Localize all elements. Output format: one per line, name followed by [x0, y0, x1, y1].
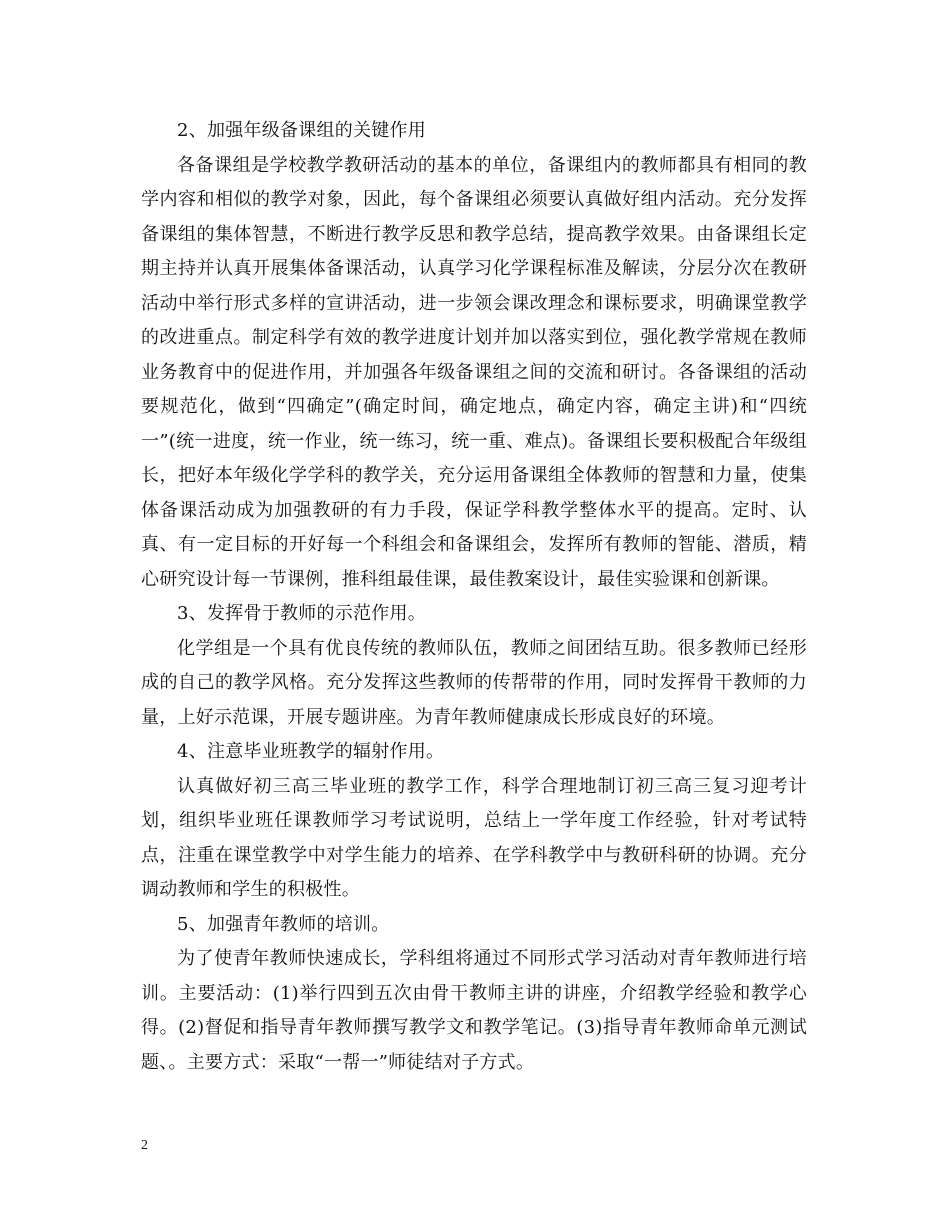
section-paragraph-3: 化学组是一个具有优良传统的教师队伍，教师之间团结互助。很多教师已经形成的自己的教学风格。充分发挥这些教师的传帮带的作用，同时发挥骨干教师的力量，上好示范课，开展专题讲座。为青年教师健康成长形成良好的环境。 — [141, 637, 807, 728]
section-paragraph-2: 各备课组是学校教学教研活动的基本的单位，备课组内的教师都具有相同的教学内容和相似的教学对象，因此，每个备课组必须要认真做好组内活动。充分发挥备课组的集体智慧，不断进行教学反思和教学总结，提高教学效果。由备课组长定期主持并认真开展集体备课活动，认真学习化学课程标准及解读，分层分次在教研活动中举行形式多样的宣讲活动，进一步领会课改理念和课标要求，明确课堂教学的改进重点。制定科学有效的教学进度计划并加以落实到位，强化教学常规在教师业务教育中的促进作用，并加强各年级备课组之间的交流和研讨。各备课组的活动要规范化，做到“四确定”(确定时间，确定地点，确定内容，确定主讲)和“四统一”(统一进度，统一作业，统一练习，统一重、难点)。备课组长要积极配合年级组长，把好本年级化学学科的教学关，充分运用备课组全体教师的智慧和力量，使集体备课活动成为加强教研的有力手段，保证学科教学整体水平的提高。定时、认真、有一定目标的开好每一个科组会和备课组会，发挥所有教师的智能、潜质，精心研究设计每一节课例，推科组最佳课，最佳教案设计，最佳实验课和创新课。 — [141, 154, 807, 590]
section-heading-2: 2、加强年级备课组的关键作用 — [177, 120, 426, 141]
section-heading-3: 3、发挥骨于教师的示范作用。 — [177, 603, 426, 624]
section-paragraph-5: 为了使青年教师快速成长，学科组将通过不同形式学习活动对青年教师进行培训。主要活动：(1)举行四到五次由骨干教师主讲的讲座，介绍教学经验和教学心得。(2)督促和指导青年教师撰写教学文和教学笔记。(3)指导青年教师命单元测试题、。主要方式：采取“一帮一”师徒结对子方式。 — [141, 948, 807, 1073]
section-heading-4: 4、注意毕业班教学的辐射作用。 — [177, 741, 445, 762]
page-number: 2 — [141, 1138, 148, 1153]
section-heading-5: 5、加强青年教师的培训。 — [177, 913, 390, 935]
document-body — [141, 114, 807, 1080]
section-paragraph-4: 认真做好初三高三毕业班的教学工作，科学合理地制订初三高三复习迎考计划，组织毕业班任课教师学习考试说明，总结上一学年度工作经验，针对考试特点，注重在课堂教学中对学生能力的培养、在学科教学中与教研科研的协调。充分调动教师和学生的积极性。 — [141, 775, 807, 900]
